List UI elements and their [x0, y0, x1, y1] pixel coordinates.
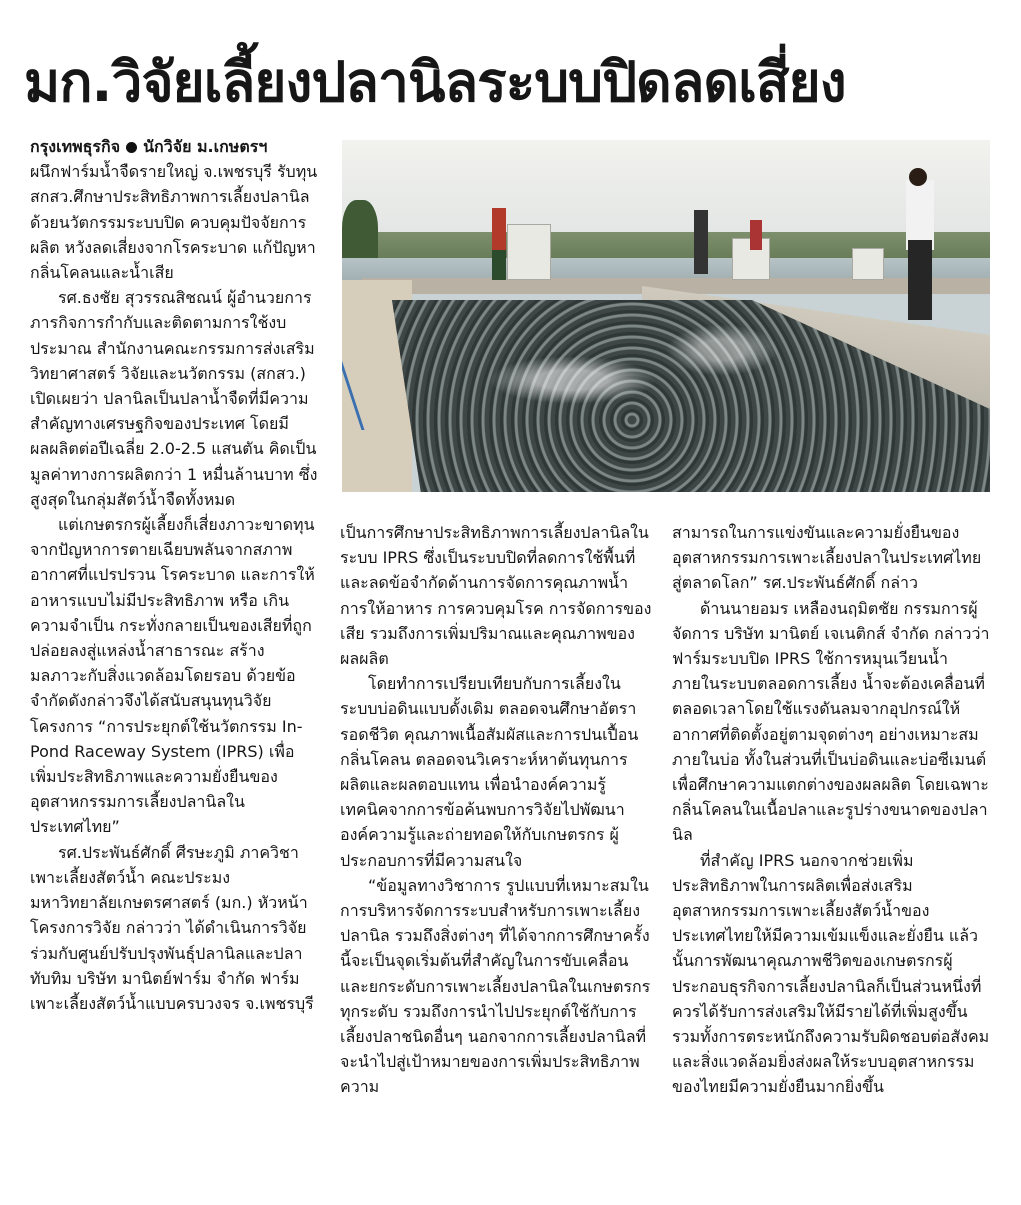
- paragraph: รศ.ธงชัย สุวรรณสิชณน์ ผู้อำนวยการภารกิจการกำกับและติดตามการใช้งบประมาณ สำนักงานคณะกรรมการส่งเสริมวิทยาศาสตร์ วิจัยและนวัตกรรม (สกสว.) เปิดเผยว่า ปลานิลเป็นปลาน้ำจืดที่มีความสำคัญทางเศรษฐกิจของประเทศ โดยมีผลผลิตต่อปีเฉลี่ย 2.0-2.5 แสนตัน คิดเป็นมูลค่าทางการผลิตกว่า 1 หมื่นล้านบาท ซึ่งสูงสุดในกลุ่มสัตว์น้ำจืดทั้งหมด: [30, 288, 318, 509]
- paragraph: เป็นการศึกษาประสิทธิภาพการเลี้ยงปลานิลในระบบ IPRS ซึ่งเป็นระบบปิดที่ลดการใช้พื้นที่และลดข้อจำกัดด้านการจัดการคุณภาพน้ำ การให้อาหาร การควบคุมโรค การจัดการของเสีย รวมถึงการเพิ่มปริมาณและคุณภาพของผลผลิต: [340, 523, 652, 669]
- article-column-1: [30, 134, 320, 1016]
- paragraph: แต่เกษตรกรผู้เลี้ยงก็เสี่ยงภาวะขาดทุนจากปัญหาการตายเฉียบพลันจากสภาพอากาศที่แปรปรวน โรคระบาด และการให้อาหารแบบไม่มีประสิทธิภาพ หรือ เกินความจำเป็น กระทั่งกลายเป็นของเสียที่ถูกปล่อยลงสู่แหล่งน้ำสาธารณะ สร้างมลภาวะกับสิ่งแวดล้อมโดยรอบ ด้วยข้อจำกัดดังกล่าวจึงได้สนับสนุนทุนวิจัยโครงการ “การประยุกต์ใช้นวัตกรรม In-Pond Raceway System (IPRS) เพื่อเพิ่มประสิทธิภาพและความยั่งยืนของอุตสาหกรรมการเลี้ยงปลานิลในประเทศไทย”: [30, 515, 315, 837]
- paragraph: “ข้อมูลทางวิชาการ รูปแบบที่เหมาะสมในการบริหารจัดการระบบสำหรับการเพาะเลี้ยงปลานิล รวมถึงสิ่งต่างๆ ที่ได้จากการศึกษาครั้งนี้จะเป็นจุดเริ่มต้นที่สำคัญในการขับเคลื่อนและยกระดับการเพาะเลี้ยงปลานิลในเกษตรกรทุกระดับ รวมถึงการนำไปประยุกต์ใช้กับการเลี้ยงปลาชนิดอื่นๆ นอกจากการเลี้ยงปลานิลที่จะนำไปสู่เป้าหมายของการเพิ่มประสิทธิภาพ ความ: [340, 875, 651, 1097]
- byline: [30, 134, 320, 159]
- paragraph: ผนึกฟาร์มน้ำจืดรายใหญ่ จ.เพชรบุรี รับทุน สกสว.ศึกษาประสิทธิภาพการเลี้ยงปลานิล ด้วยนวัตกรรมระบบปิด ควบคุมปัจจัยการผลิต หวังลดเสี่ยงจากโรคระบาด แก้ปัญหากลิ่นโคลนและน้ำเสีย: [30, 162, 318, 283]
- paragraph: โดยทำการเปรียบเทียบกับการเลี้ยงในระบบบ่อดินแบบดั้งเดิม ตลอดจนศึกษาอัตรารอดชีวิต คุณภาพเนื้อสัมผัสและการปนเปื้อนกลิ่นโคลน ตลอดจนวิเคราะห์หาต้นทุนการผลิตและผลตอบแทน เพื่อนำองค์ความรู้ เทคนิคจากการข้อค้นพบการวิจัยไปพัฒนาองค์ความรู้และถ่ายทอดให้กับเกษตรกร ผู้ประกอบการที่มีความสนใจ: [340, 674, 639, 870]
- byline-rest: นักวิจัย ม.เกษตรฯ: [143, 137, 268, 156]
- byline-source: กรุงเทพธุรกิจ: [30, 137, 121, 156]
- paragraph: สามารถในการแข่งขันและความยั่งยืนของอุตสาหกรรมการเพาะเลี้ยงปลาในประเทศไทยสู่ตลาดโลก” รศ.ประพันธ์ศักดิ์ กล่าว: [672, 523, 982, 593]
- fish-pond-photo: [342, 140, 990, 492]
- bullet-icon: [126, 142, 137, 153]
- headline: มก.วิจัยเลี้ยงปลานิลระบบปิดลดเสี่ยง: [24, 50, 846, 114]
- paragraph: รศ.ประพันธ์ศักดิ์ ศีรษะภูมิ ภาควิชาเพาะเลี้ยงสัตว์น้ำ คณะประมง มหาวิทยาลัยเกษตรศาสตร์ (มก.) หัวหน้าโครงการวิจัย กล่าวว่า ได้ดำเนินการวิจัยร่วมกับศูนย์ปรับปรุงพันธุ์ปลานิลและปลาทับทิม บริษัท มานิตย์ฟาร์ม จำกัด ฟาร์มเพาะเลี้ยงสัตว์น้ำแบบครบวงจร จ.เพชรบุรี: [30, 842, 314, 1013]
- article-column-2: [340, 520, 652, 1100]
- paragraph: ด้านนายอมร เหลืองนฤมิตชัย กรรมการผู้จัดการ บริษัท มานิตย์ เจเนติกส์ จำกัด กล่าวว่า ฟาร์มระบบปิด IPRS ใช้การหมุนเวียนน้ำภายในระบบตลอดการเลี้ยง น้ำจะต้องเคลื่อนที่ตลอดเวลาโดยใช้แรงดันลมจากอุปกรณ์ให้อากาศที่ติดตั้งอยู่ตามจุดต่างๆ อย่างเหมาะสมภายในบ่อ ทั้งในส่วนที่เป็นบ่อดินและบ่อซีเมนต์ เพื่อศึกษาความแตกต่างของผลผลิต โดยเฉพาะกลิ่นโคลนในเนื้อปลาและรูปร่างขนาดของปลานิล: [672, 598, 990, 845]
- paragraph: ที่สำคัญ IPRS นอกจากช่วยเพิ่มประสิทธิภาพในการผลิตเพื่อส่งเสริมอุตสาหกรรมการเพาะเลี้ยงสัตว์น้ำของประเทศไทยให้มีความเข้มแข็งและยั่งยืน แล้วนั้นการพัฒนาคุณภาพชีวิตของเกษตรกรผู้ประกอบธุรกิจการเลี้ยงปลานิลก็เป็นส่วนหนึ่งที่ควรได้รับการส่งเสริมให้มีรายได้ที่เพิ่มสูงขึ้น รวมทั้งการตระหนักถึงความรับผิดชอบต่อสังคมและสิ่งแวดล้อมยิ่งส่งผลให้ระบบอุตสาหกรรมของไทยมีความยั่งยืนมากยิ่งขึ้น: [672, 850, 990, 1097]
- article-column-3: [672, 520, 990, 1100]
